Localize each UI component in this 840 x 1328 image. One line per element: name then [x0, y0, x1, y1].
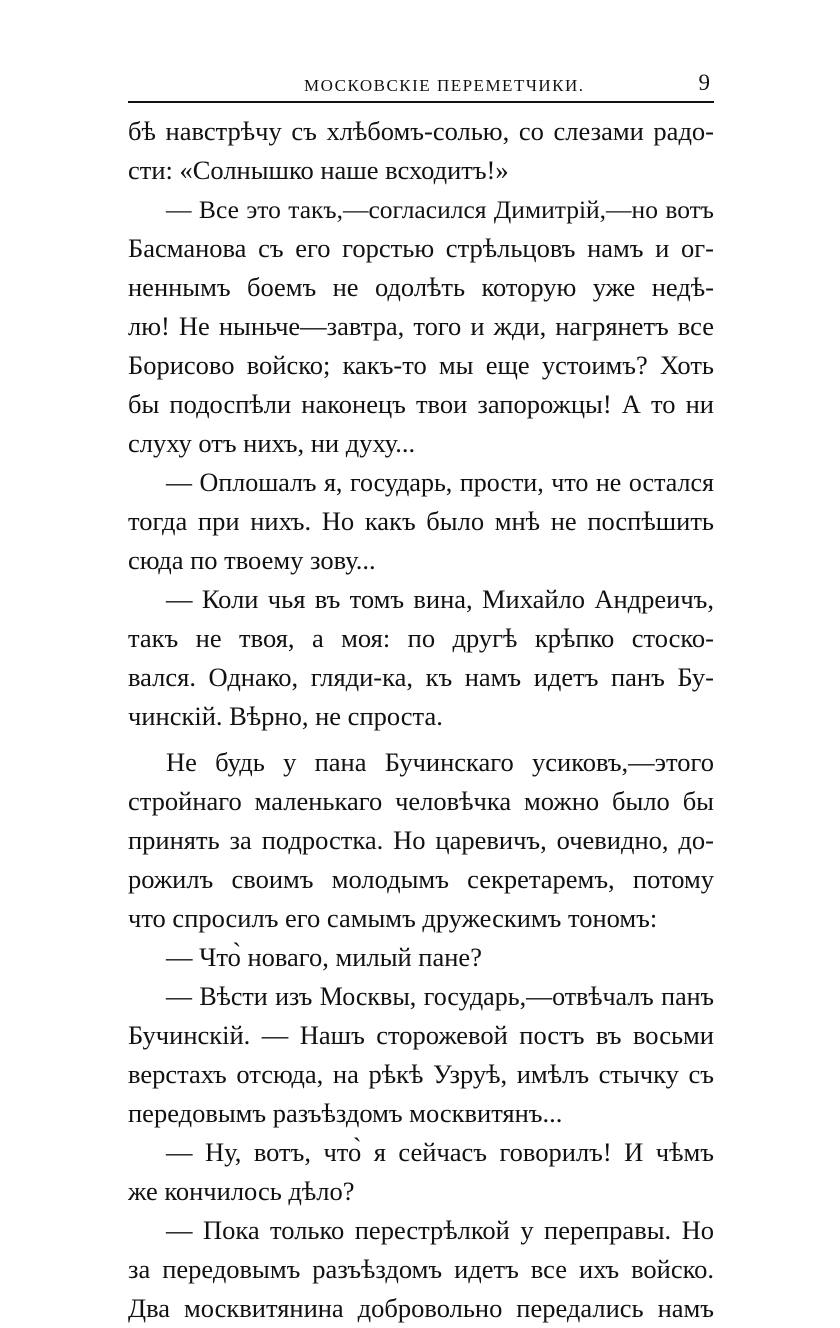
- text-line: рожилъ своимъ молодымъ секретаремъ, потому: [128, 864, 714, 894]
- text-line: Борисово войско; какъ-то мы еще устоимъ? Хоть: [128, 350, 714, 380]
- text-line: лю! Не ныньче—завтра, того и жди, нагрянетъ все: [128, 311, 714, 341]
- text-line: — Оплошалъ я, государь, прости, что не остался: [166, 468, 714, 497]
- text-line: Два москвитянина добровольно передались намъ: [128, 1293, 714, 1323]
- text-line: такъ не твоя, а моя: по другѣ крѣпко стоско-: [128, 623, 714, 653]
- body-text: [128, 112, 714, 1328]
- text-line: передовымъ разъѣздомъ москвитянъ...: [128, 1098, 563, 1128]
- text-line: — Вѣсти изъ Москвы, государь,—отвѣчалъ панъ: [166, 982, 714, 1011]
- text-line: принять за подростка. Но царевичъ, очевидно, до-: [128, 825, 714, 855]
- text-line: Не будь у пана Бучинскаго усиковъ,—этого: [166, 747, 714, 777]
- text-line: бѣ навстрѣчу съ хлѣбомъ-солью, со слезами радо-: [128, 116, 714, 146]
- page-number: 9: [698, 70, 710, 95]
- text-line: Басманова съ его горстью стрѣльцовъ намъ и ог-: [128, 233, 714, 263]
- header-rule: [128, 101, 714, 103]
- text-line: — Что̀ новаго, милый пане?: [166, 942, 482, 972]
- running-title: МОСКОВСКІЕ ПЕРЕМЕТЧИКИ.: [304, 76, 585, 95]
- text-line: — Все это такъ,—согласился Димитрій,—но вотъ: [166, 195, 714, 224]
- text-line: вался. Однако, гляди-ка, къ намъ идетъ панъ Бу-: [128, 662, 714, 692]
- text-line: бы подоспѣли наконецъ твои запорожцы! А то ни: [128, 389, 714, 419]
- text-line: — Коли чья въ томъ вина, Михайло Андреичъ,: [166, 584, 714, 614]
- text-line: сти: «Солнышко наше всходитъ!»: [128, 155, 509, 185]
- text-line: стройнаго маленькаго человѣчка можно было бы: [128, 786, 714, 816]
- text-line: слуху отъ нихъ, ни духу...: [128, 428, 416, 458]
- running-header: [128, 70, 714, 104]
- text-line: Бучинскій. — Нашъ сторожевой постъ въ восьми: [128, 1020, 714, 1050]
- text-line: чинскій. Вѣрно, не спроста.: [128, 701, 443, 731]
- text-line: что спросилъ его самымъ дружескимъ тономъ:: [128, 903, 658, 933]
- text-line: тогда при нихъ. Но какъ было мнѣ не поспѣшить: [128, 506, 714, 536]
- text-line: неннымъ боемъ не одолѣть которую уже недѣ-: [128, 272, 714, 302]
- text-line: верстахъ отсюда, на рѣкѣ Узруѣ, имѣлъ стычку съ: [128, 1059, 714, 1089]
- text-line: сюда по твоему зову...: [128, 545, 376, 575]
- text-line: за передовымъ разъѣздомъ идетъ все ихъ войско.: [128, 1254, 714, 1284]
- text-line: — Ну, вотъ, что̀ я сейчасъ говорилъ! И чѣмъ: [166, 1137, 714, 1167]
- text-line: — Пока только перестрѣлкой у переправы. Но: [166, 1215, 714, 1245]
- text-line: же кончилось дѣло?: [128, 1176, 355, 1206]
- paragraph-gap: [128, 736, 714, 743]
